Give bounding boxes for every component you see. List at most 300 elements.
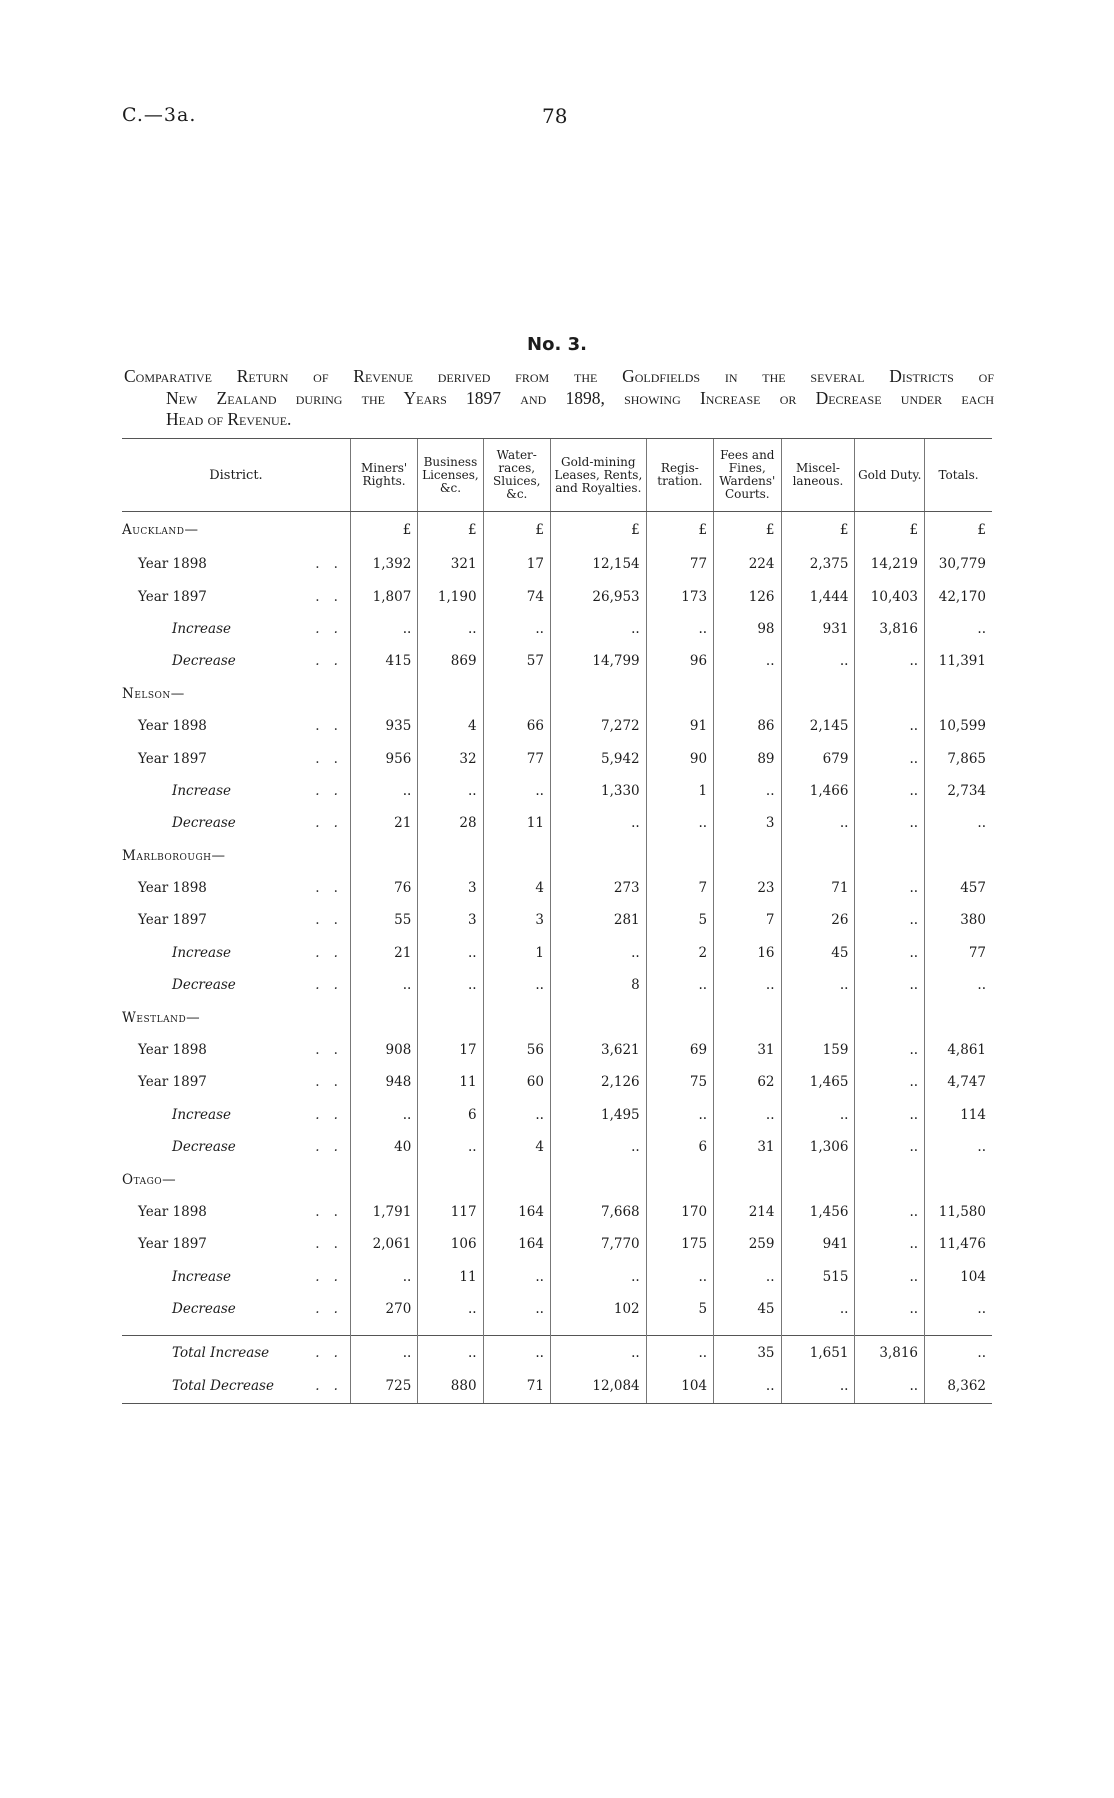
change-row bbox=[122, 613, 992, 645]
row-label-cell bbox=[122, 580, 350, 612]
value-cell: 31 bbox=[714, 1131, 781, 1163]
value-cell: .. bbox=[418, 1131, 483, 1163]
change-row bbox=[122, 807, 992, 839]
leader-dots: .. bbox=[315, 912, 352, 929]
row-label-cell bbox=[122, 548, 350, 580]
value-cell: .. bbox=[855, 872, 925, 904]
value-cell: 4 bbox=[483, 1131, 550, 1163]
value-cell: 86 bbox=[714, 710, 781, 742]
value-cell: 164 bbox=[483, 1196, 550, 1228]
year-row bbox=[122, 710, 992, 742]
value-cell: 91 bbox=[646, 710, 713, 742]
value-cell: 5 bbox=[646, 1293, 713, 1325]
district-name: Marlborough— bbox=[122, 847, 226, 864]
column-header-row bbox=[122, 439, 992, 512]
value-cell: 1,466 bbox=[781, 775, 855, 807]
value-cell: 23 bbox=[714, 872, 781, 904]
value-cell: 10,599 bbox=[925, 710, 992, 742]
spacer-cell bbox=[122, 1325, 350, 1336]
district-name: Auckland— bbox=[122, 522, 199, 538]
spacer-cell bbox=[483, 1325, 550, 1336]
value-cell: 5 bbox=[646, 904, 713, 936]
row-label: Increase bbox=[172, 1268, 231, 1285]
value-cell: 1,456 bbox=[781, 1196, 855, 1228]
value-cell: 415 bbox=[350, 645, 417, 677]
row-label: Decrease bbox=[172, 815, 236, 832]
value-cell: 281 bbox=[550, 904, 646, 936]
value-cell: 380 bbox=[925, 904, 992, 936]
value-cell: 14,799 bbox=[550, 645, 646, 677]
table-number: No. 3. bbox=[527, 334, 587, 355]
spacer-cell bbox=[646, 1325, 713, 1336]
value-cell: .. bbox=[714, 969, 781, 1001]
row-label-cell bbox=[122, 1196, 350, 1228]
empty-cell bbox=[925, 840, 992, 872]
value-cell: .. bbox=[855, 645, 925, 677]
change-row bbox=[122, 1261, 992, 1293]
empty-cell bbox=[483, 678, 550, 710]
change-row bbox=[122, 1293, 992, 1325]
col-miscellaneous: Miscel-laneous. bbox=[781, 439, 855, 512]
row-label: Total Decrease bbox=[172, 1377, 274, 1394]
value-cell: 908 bbox=[350, 1034, 417, 1066]
value-cell: 77 bbox=[646, 548, 713, 580]
district-name-cell bbox=[122, 840, 350, 872]
value-cell: 69 bbox=[646, 1034, 713, 1066]
leader-dots: .. bbox=[315, 782, 352, 799]
col-district: District. bbox=[122, 439, 350, 512]
value-cell: .. bbox=[925, 613, 992, 645]
row-label: Decrease bbox=[172, 977, 236, 994]
col-fees-and-fines: Fees and Fines, Wardens' Courts. bbox=[714, 439, 781, 512]
value-cell: .. bbox=[925, 1131, 992, 1163]
value-cell: 11,476 bbox=[925, 1228, 992, 1260]
value-cell: 17 bbox=[483, 548, 550, 580]
value-cell: 1,306 bbox=[781, 1131, 855, 1163]
value-cell: 75 bbox=[646, 1066, 713, 1098]
leader-dots: .. bbox=[315, 556, 352, 573]
value-cell: 8 bbox=[550, 969, 646, 1001]
value-cell: .. bbox=[646, 1336, 713, 1369]
row-label-cell bbox=[122, 613, 350, 645]
value-cell: .. bbox=[418, 1293, 483, 1325]
value-cell: .. bbox=[483, 775, 550, 807]
empty-cell bbox=[714, 840, 781, 872]
value-cell: 26,953 bbox=[550, 580, 646, 612]
value-cell: 90 bbox=[646, 742, 713, 774]
value-cell: 126 bbox=[714, 580, 781, 612]
spacer-row bbox=[122, 1325, 992, 1336]
value-cell: 224 bbox=[714, 548, 781, 580]
year-row bbox=[122, 580, 992, 612]
value-cell: 941 bbox=[781, 1228, 855, 1260]
year-row bbox=[122, 548, 992, 580]
row-label-cell bbox=[122, 807, 350, 839]
value-cell: .. bbox=[350, 613, 417, 645]
value-cell: .. bbox=[483, 1261, 550, 1293]
value-cell: 7,770 bbox=[550, 1228, 646, 1260]
value-cell: .. bbox=[855, 1261, 925, 1293]
leader-dots: .. bbox=[315, 620, 352, 637]
value-cell: .. bbox=[855, 1293, 925, 1325]
value-cell: 1,392 bbox=[350, 548, 417, 580]
row-label-cell bbox=[122, 969, 350, 1001]
empty-cell bbox=[646, 840, 713, 872]
value-cell: 45 bbox=[714, 1293, 781, 1325]
value-cell: 1,807 bbox=[350, 580, 417, 612]
value-cell: 3 bbox=[714, 807, 781, 839]
value-cell: 7 bbox=[714, 904, 781, 936]
value-cell: 114 bbox=[925, 1099, 992, 1131]
row-label-cell bbox=[122, 1293, 350, 1325]
change-row bbox=[122, 969, 992, 1001]
empty-cell bbox=[483, 840, 550, 872]
value-cell: 270 bbox=[350, 1293, 417, 1325]
value-cell: 71 bbox=[781, 872, 855, 904]
empty-cell bbox=[350, 1163, 417, 1195]
empty-cell bbox=[550, 1163, 646, 1195]
leader-dots: .. bbox=[315, 1106, 352, 1123]
empty-cell bbox=[350, 1001, 417, 1033]
value-cell: 1,465 bbox=[781, 1066, 855, 1098]
value-cell: 164 bbox=[483, 1228, 550, 1260]
change-row bbox=[122, 775, 992, 807]
value-cell: 7,668 bbox=[550, 1196, 646, 1228]
value-cell: .. bbox=[855, 1099, 925, 1131]
empty-cell bbox=[781, 1163, 855, 1195]
year-row bbox=[122, 1066, 992, 1098]
row-label: Year 1897 bbox=[138, 750, 207, 767]
value-cell: .. bbox=[855, 1034, 925, 1066]
empty-cell bbox=[418, 1163, 483, 1195]
value-cell: .. bbox=[418, 1336, 483, 1369]
value-cell: 8,362 bbox=[925, 1369, 992, 1404]
value-cell: .. bbox=[483, 1099, 550, 1131]
row-label: Year 1897 bbox=[138, 1074, 207, 1091]
value-cell: .. bbox=[855, 904, 925, 936]
leader-dots: .. bbox=[315, 1074, 352, 1091]
value-cell: 170 bbox=[646, 1196, 713, 1228]
value-cell: 16 bbox=[714, 937, 781, 969]
value-cell: 6 bbox=[418, 1099, 483, 1131]
row-label: Year 1898 bbox=[138, 1204, 207, 1220]
col-miners-rights: Miners' Rights. bbox=[350, 439, 417, 512]
value-cell: 21 bbox=[350, 807, 417, 839]
row-label: Decrease bbox=[172, 1301, 236, 1318]
value-cell: .. bbox=[646, 1261, 713, 1293]
empty-cell bbox=[350, 678, 417, 710]
value-cell: .. bbox=[855, 1369, 925, 1404]
value-cell: .. bbox=[855, 937, 925, 969]
value-cell: 948 bbox=[350, 1066, 417, 1098]
row-label-cell bbox=[122, 1131, 350, 1163]
row-label-cell bbox=[122, 742, 350, 774]
value-cell: 3,816 bbox=[855, 1336, 925, 1369]
value-cell: 1,330 bbox=[550, 775, 646, 807]
value-cell: 725 bbox=[350, 1369, 417, 1404]
empty-cell bbox=[418, 840, 483, 872]
value-cell: 4 bbox=[483, 872, 550, 904]
row-label-cell bbox=[122, 1034, 350, 1066]
leader-dots: .. bbox=[315, 880, 352, 897]
currency-cell: £ bbox=[714, 512, 781, 549]
value-cell: .. bbox=[855, 969, 925, 1001]
value-cell: 935 bbox=[350, 710, 417, 742]
currency-cell: £ bbox=[418, 512, 483, 549]
value-cell: 679 bbox=[781, 742, 855, 774]
leader-dots: .. bbox=[315, 653, 352, 670]
value-cell: .. bbox=[483, 1293, 550, 1325]
district-cell bbox=[122, 512, 350, 549]
value-cell: 259 bbox=[714, 1228, 781, 1260]
value-cell: 1,444 bbox=[781, 580, 855, 612]
empty-cell bbox=[781, 1001, 855, 1033]
value-cell: .. bbox=[714, 775, 781, 807]
year-row bbox=[122, 1196, 992, 1228]
currency-cell: £ bbox=[781, 512, 855, 549]
value-cell: 6 bbox=[646, 1131, 713, 1163]
row-label: Year 1898 bbox=[138, 880, 207, 897]
value-cell: 457 bbox=[925, 872, 992, 904]
value-cell: .. bbox=[855, 710, 925, 742]
value-cell: 515 bbox=[781, 1261, 855, 1293]
row-label: Increase bbox=[172, 782, 231, 799]
leader-dots: .. bbox=[315, 1042, 352, 1059]
value-cell: .. bbox=[855, 1228, 925, 1260]
year-row bbox=[122, 1034, 992, 1066]
value-cell: .. bbox=[646, 969, 713, 1001]
value-cell: 117 bbox=[418, 1196, 483, 1228]
row-label: Year 1897 bbox=[138, 1236, 207, 1253]
empty-cell bbox=[781, 840, 855, 872]
value-cell: .. bbox=[418, 613, 483, 645]
currency-row bbox=[122, 512, 992, 549]
value-cell: .. bbox=[350, 1336, 417, 1369]
row-label: Year 1898 bbox=[138, 1042, 207, 1059]
currency-cell: £ bbox=[350, 512, 417, 549]
leader-dots: .. bbox=[315, 1344, 352, 1361]
empty-cell bbox=[714, 1163, 781, 1195]
value-cell: 1,791 bbox=[350, 1196, 417, 1228]
row-label-cell bbox=[122, 1261, 350, 1293]
value-cell: 214 bbox=[714, 1196, 781, 1228]
row-label: Increase bbox=[172, 944, 231, 961]
value-cell: 89 bbox=[714, 742, 781, 774]
value-cell: 2,061 bbox=[350, 1228, 417, 1260]
value-cell: .. bbox=[781, 645, 855, 677]
row-label-cell bbox=[122, 1336, 350, 1369]
year-row bbox=[122, 1228, 992, 1260]
value-cell: .. bbox=[646, 1099, 713, 1131]
value-cell: .. bbox=[781, 807, 855, 839]
value-cell: .. bbox=[781, 1293, 855, 1325]
district-name: Westland— bbox=[122, 1009, 201, 1026]
col-totals: Totals. bbox=[925, 439, 992, 512]
value-cell: 26 bbox=[781, 904, 855, 936]
value-cell: .. bbox=[925, 969, 992, 1001]
value-cell: 1,190 bbox=[418, 580, 483, 612]
value-cell: 35 bbox=[714, 1336, 781, 1369]
currency-cell: £ bbox=[855, 512, 925, 549]
value-cell: .. bbox=[418, 775, 483, 807]
row-label: Year 1897 bbox=[138, 912, 207, 929]
district-name: Otago— bbox=[122, 1171, 177, 1188]
empty-cell bbox=[714, 1001, 781, 1033]
value-cell: 3,816 bbox=[855, 613, 925, 645]
value-cell: .. bbox=[483, 1336, 550, 1369]
value-cell: 12,084 bbox=[550, 1369, 646, 1404]
empty-cell bbox=[646, 678, 713, 710]
value-cell: 2,375 bbox=[781, 548, 855, 580]
row-label-cell bbox=[122, 645, 350, 677]
row-label: Year 1898 bbox=[138, 556, 207, 573]
value-cell: .. bbox=[714, 1099, 781, 1131]
district-name: Nelson— bbox=[122, 685, 185, 702]
empty-cell bbox=[646, 1163, 713, 1195]
revenue-table bbox=[122, 438, 992, 1404]
total-row bbox=[122, 1336, 992, 1369]
value-cell: 869 bbox=[418, 645, 483, 677]
row-label: Decrease bbox=[172, 1139, 236, 1156]
change-row bbox=[122, 1099, 992, 1131]
value-cell: 2,734 bbox=[925, 775, 992, 807]
row-label-cell bbox=[122, 904, 350, 936]
leader-dots: .. bbox=[315, 588, 352, 605]
empty-cell bbox=[781, 678, 855, 710]
value-cell: .. bbox=[418, 937, 483, 969]
document-reference: C.—3a. bbox=[122, 104, 197, 126]
value-cell: 66 bbox=[483, 710, 550, 742]
value-cell: 1 bbox=[646, 775, 713, 807]
value-cell: 14,219 bbox=[855, 548, 925, 580]
value-cell: 96 bbox=[646, 645, 713, 677]
value-cell: 931 bbox=[781, 613, 855, 645]
empty-cell bbox=[855, 840, 925, 872]
empty-cell bbox=[714, 678, 781, 710]
district-group-row bbox=[122, 678, 992, 710]
value-cell: 3,621 bbox=[550, 1034, 646, 1066]
col-water-races: Water-races, Sluices, &c. bbox=[483, 439, 550, 512]
spacer-cell bbox=[418, 1325, 483, 1336]
row-label-cell bbox=[122, 1099, 350, 1131]
year-row bbox=[122, 742, 992, 774]
title-line-2: New Zealand during the Years 1897 and 1898, showing Increase or Decrease under each bbox=[166, 387, 994, 408]
total-row bbox=[122, 1369, 992, 1404]
empty-cell bbox=[483, 1001, 550, 1033]
value-cell: 4,747 bbox=[925, 1066, 992, 1098]
value-cell: 273 bbox=[550, 872, 646, 904]
value-cell: .. bbox=[483, 969, 550, 1001]
row-label: Total Increase bbox=[172, 1344, 270, 1361]
value-cell: 104 bbox=[925, 1261, 992, 1293]
col-business-licenses: Business Licenses, &c. bbox=[418, 439, 483, 512]
empty-cell bbox=[925, 1001, 992, 1033]
value-cell: 956 bbox=[350, 742, 417, 774]
value-cell: 2 bbox=[646, 937, 713, 969]
value-cell: 7 bbox=[646, 872, 713, 904]
value-cell: .. bbox=[925, 1336, 992, 1369]
value-cell: 4,861 bbox=[925, 1034, 992, 1066]
value-cell: .. bbox=[350, 1261, 417, 1293]
value-cell: .. bbox=[550, 1261, 646, 1293]
leader-dots: .. bbox=[315, 944, 352, 961]
value-cell: 45 bbox=[781, 937, 855, 969]
value-cell: 3 bbox=[483, 904, 550, 936]
value-cell: 7,865 bbox=[925, 742, 992, 774]
leader-dots: .. bbox=[315, 1204, 352, 1220]
value-cell: 42,170 bbox=[925, 580, 992, 612]
empty-cell bbox=[550, 678, 646, 710]
value-cell: .. bbox=[550, 807, 646, 839]
value-cell: 77 bbox=[483, 742, 550, 774]
currency-cell: £ bbox=[483, 512, 550, 549]
year-row bbox=[122, 904, 992, 936]
value-cell: .. bbox=[855, 775, 925, 807]
district-name-cell bbox=[122, 1163, 350, 1195]
value-cell: .. bbox=[550, 937, 646, 969]
value-cell: 1,651 bbox=[781, 1336, 855, 1369]
title-line-1: Comparative Return of Revenue derived from the Goldfields in the several Districts of bbox=[124, 366, 994, 386]
value-cell: 3 bbox=[418, 872, 483, 904]
value-cell: 5,942 bbox=[550, 742, 646, 774]
value-cell: 32 bbox=[418, 742, 483, 774]
row-label: Increase bbox=[172, 620, 231, 637]
currency-cell: £ bbox=[550, 512, 646, 549]
spacer-cell bbox=[550, 1325, 646, 1336]
currency-cell: £ bbox=[925, 512, 992, 549]
page-number: 78 bbox=[542, 104, 568, 128]
value-cell: 17 bbox=[418, 1034, 483, 1066]
table-title bbox=[124, 366, 994, 431]
currency-cell: £ bbox=[646, 512, 713, 549]
value-cell: .. bbox=[350, 1099, 417, 1131]
value-cell: 11 bbox=[483, 807, 550, 839]
value-cell: .. bbox=[714, 1369, 781, 1404]
empty-cell bbox=[418, 678, 483, 710]
change-row bbox=[122, 645, 992, 677]
value-cell: .. bbox=[855, 1131, 925, 1163]
value-cell: 104 bbox=[646, 1369, 713, 1404]
value-cell: .. bbox=[925, 1293, 992, 1325]
leader-dots: .. bbox=[315, 977, 352, 994]
leader-dots: .. bbox=[315, 1236, 352, 1253]
empty-cell bbox=[925, 678, 992, 710]
value-cell: 62 bbox=[714, 1066, 781, 1098]
empty-cell bbox=[855, 1001, 925, 1033]
value-cell: 31 bbox=[714, 1034, 781, 1066]
value-cell: 2,145 bbox=[781, 710, 855, 742]
row-label-cell bbox=[122, 1066, 350, 1098]
value-cell: 40 bbox=[350, 1131, 417, 1163]
value-cell: 57 bbox=[483, 645, 550, 677]
row-label-cell bbox=[122, 1228, 350, 1260]
row-label-cell bbox=[122, 872, 350, 904]
value-cell: 21 bbox=[350, 937, 417, 969]
value-cell: .. bbox=[418, 969, 483, 1001]
empty-cell bbox=[855, 1163, 925, 1195]
change-row bbox=[122, 1131, 992, 1163]
spacer-cell bbox=[781, 1325, 855, 1336]
value-cell: 60 bbox=[483, 1066, 550, 1098]
spacer-cell bbox=[714, 1325, 781, 1336]
empty-cell bbox=[483, 1163, 550, 1195]
value-cell: .. bbox=[714, 1261, 781, 1293]
empty-cell bbox=[646, 1001, 713, 1033]
value-cell: .. bbox=[855, 1066, 925, 1098]
leader-dots: .. bbox=[315, 1139, 352, 1156]
leader-dots: .. bbox=[315, 1301, 352, 1318]
value-cell: 1 bbox=[483, 937, 550, 969]
